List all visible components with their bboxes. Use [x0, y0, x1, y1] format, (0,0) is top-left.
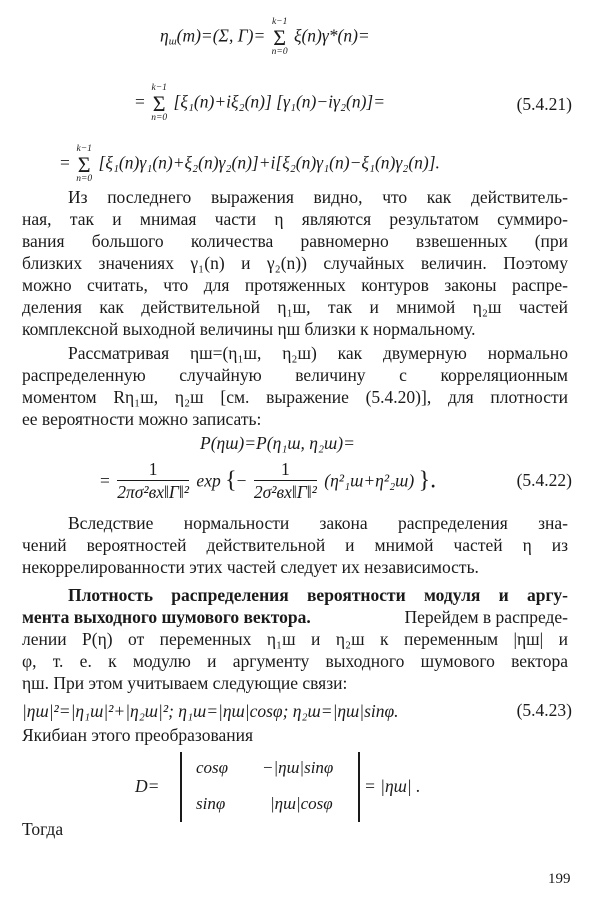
section-heading-line-2 [22, 606, 568, 628]
para2-line: Рассматривая ηш=(η₁ш, η₂ш) как двумерную нормально [68, 343, 568, 363]
para1-line: комплексной выходной величины ηш близки к нормальному. [22, 319, 476, 339]
equation-number-5-4-23: (5.4.23) [516, 700, 572, 720]
section-heading-continuation: Перейдем в распреде- [404, 607, 568, 627]
para1-line: ная, так и мнимая части η являются результатом суммиро- [22, 209, 568, 229]
equation-5-4-21-line-2: = k−1 Σ n=0 [ξ₁(n)+iξ₂(n)] [γ₁(n)−iγ₂(n)]= [135, 83, 386, 123]
para4-line: ηш. При этом учитываем следующие связи: [22, 673, 348, 693]
para1-line: деления как действительной η₁ш, так и мнимой η₂ш частей [22, 297, 568, 317]
para1-line: вания большого количества равномерно взвешенных (при [22, 231, 568, 251]
eq-line3-body: [ξ₁(n)γ₁(n)+ξ₂(n)γ₂(n)]+i[ξ₂(n)γ₁(n)−ξ₁(n)γ₂(n)]. [98, 152, 440, 173]
det-left-bar [180, 752, 182, 822]
para1-line: можно считать, что для протяженных контуров законы распре- [22, 275, 568, 295]
exp-label: exp [196, 470, 221, 491]
exp-argument: (η²₁ш+η²₂ш) [324, 470, 415, 491]
equation-number-5-4-22: (5.4.22) [516, 470, 572, 490]
para3-line: чений вероятностей действительной и мнимой частей η из [22, 535, 568, 555]
para4-line: лении P(η) от переменных η₁ш и η₂ш к переменным |ηш| и [22, 629, 568, 649]
togda-word: Тогда [22, 819, 64, 839]
para1-line: близких значениях γ₁(n) и γ₂(n)) случайных величин. Поэтому [22, 253, 568, 273]
eq-line1-tail: ξ(n)γ*(n)= [293, 25, 370, 46]
det-a11: cosφ [196, 758, 229, 777]
sum-symbol: k−1 Σ n=0 [76, 144, 93, 184]
para4-line: φ, т. е. к модулю и аргументу выходного шумового вектора [22, 651, 568, 671]
equation-5-4-23: |ηш|²=|η₁ш|²+|η₂ш|²; η₁ш=|ηш|cosφ; η₂ш=|ηш|sinφ. [22, 701, 399, 721]
equation-5-4-21-line-1: $\eta_ш(m)=(\Sigma$, Γ)= k−1 Σ n=0 ξ(n)γ*(n)= [160, 17, 370, 57]
para3-line: некоррелированности этих частей следует их независимость. [22, 557, 479, 577]
det-right-bar [358, 752, 360, 822]
para2-line: ее вероятности можно записать: [22, 409, 262, 429]
equation-number-5-4-21: (5.4.21) [516, 94, 572, 114]
sum-symbol: k−1 Σ n=0 [271, 17, 288, 57]
para2-line: моментом Rη₁ш, η₂ш [см. выражение (5.4.20)], для плотности [22, 387, 568, 407]
equation-5-4-22-line-2: = $\frac{1}{\text{2πσ²вх‖Γ‖²}}$ exp {− $\frac{1}{\text{2σ²вх‖Γ‖²}}$ (η²₁ш+η²₂ш) }. [100, 459, 437, 502]
eq-line1-rest: (m)=(Σ, Γ)= [176, 25, 266, 46]
para1-line: Из последнего выражения видно, что как действитель- [68, 187, 568, 207]
para3-line: Вследствие нормальности закона распределения зна- [68, 513, 568, 533]
det-a12: −|ηш|sinφ [262, 758, 334, 777]
para2-line: распределенную случайную величину с корреляционным [22, 365, 568, 385]
equation-5-4-22-line-1: P(ηш)=P(η₁ш, η₂ш)= [200, 433, 355, 453]
det-a21: sinφ [196, 794, 226, 813]
eta-symbol: η [160, 25, 169, 46]
jacobian-label: Якибиан этого преобразования [22, 725, 254, 745]
page-number: 199 [548, 871, 571, 887]
det-lhs: D= [135, 776, 160, 796]
det-rhs: = |ηш| . [364, 776, 421, 796]
section-heading-line-1: Плотность распределения вероятности модуля и аргу- [68, 585, 568, 605]
fraction-1: $\frac{1}{\text{2πσ²вх‖Γ‖²}}$ [117, 459, 190, 502]
sum-symbol: k−1 Σ n=0 [151, 83, 168, 123]
equation-5-4-21-line-3: = k−1 Σ n=0 [ξ₁(n)γ₁(n)+ξ₂(n)γ₂(n)]+i[ξ₂(n)γ₁(n)−ξ₁(n)γ₂(n)]. [60, 144, 440, 184]
fraction-2: $\frac{1}{\text{2σ²вх‖Γ‖²}}$ [253, 459, 317, 502]
det-a22: |ηш|cosφ [270, 794, 333, 813]
eq-line2-body: [ξ₁(n)+iξ₂(n)] [γ₁(n)−iγ₂(n)]= [173, 91, 386, 112]
section-heading-bold: мента выходного шумового вектора. [22, 607, 311, 627]
